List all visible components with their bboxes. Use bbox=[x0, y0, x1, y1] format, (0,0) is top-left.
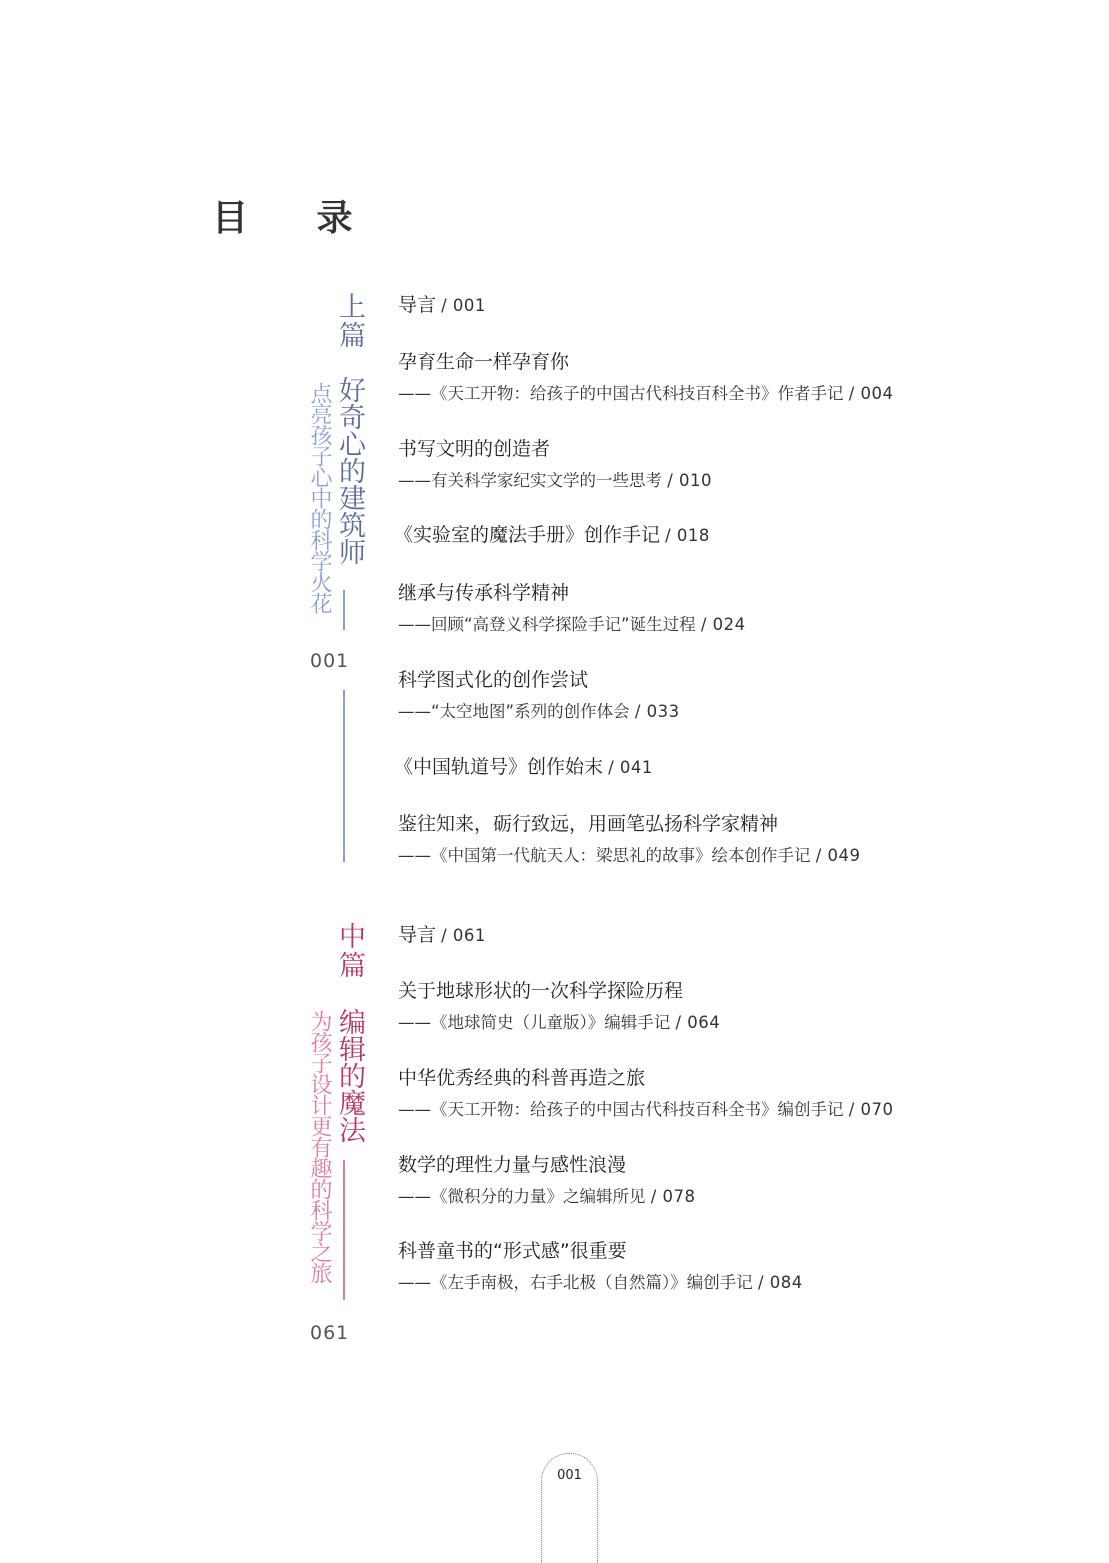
entry-page: / 004 bbox=[848, 384, 894, 403]
entry-page: / 010 bbox=[667, 471, 713, 490]
entry-page: / 070 bbox=[848, 1100, 894, 1119]
entry-page: / 064 bbox=[675, 1013, 721, 1032]
toc-entry[interactable] bbox=[398, 347, 894, 404]
toc-entry[interactable] bbox=[394, 752, 653, 779]
entry-title: 数学的理性力量与感性浪漫 bbox=[398, 1154, 627, 1176]
toc-entry[interactable] bbox=[398, 434, 712, 491]
entry-subtitle: ——《微积分的力量》之编辑所见 bbox=[398, 1187, 646, 1206]
toc-entry[interactable] bbox=[398, 1150, 696, 1207]
entry-title: 中华优秀经典的科普再造之旅 bbox=[398, 1067, 646, 1089]
entry-title: 科普童书的“形式感”很重要 bbox=[398, 1240, 627, 1262]
toc-entry[interactable] bbox=[398, 1063, 894, 1120]
part-1-divider bbox=[343, 690, 345, 862]
entry-title: 鉴往知来，砺行致远，用画笔弘扬科学家精神 bbox=[398, 813, 779, 835]
entry-title: 书写文明的创造者 bbox=[398, 438, 551, 460]
entry-subtitle: ——《左手南极，右手北极（自然篇）》编创手记 bbox=[398, 1273, 753, 1292]
toc-entry[interactable] bbox=[398, 809, 861, 866]
folio-number: 001 bbox=[557, 1468, 582, 1483]
entry-page: / 024 bbox=[700, 615, 746, 634]
part-1-subtitle: 好奇心的建筑师 bbox=[334, 376, 365, 565]
page-folio bbox=[541, 1453, 598, 1563]
entry-page: / 084 bbox=[758, 1273, 803, 1292]
entry-page: / 041 bbox=[608, 758, 653, 777]
part-2-subtitle: 编辑的魔法 bbox=[334, 1008, 365, 1143]
entry-title: 导言 bbox=[398, 924, 437, 946]
entry-title: 《实验室的魔法手册》创作手记 bbox=[394, 524, 661, 546]
part-2-label: 中篇 bbox=[334, 922, 365, 980]
toc-entry[interactable] bbox=[398, 578, 746, 635]
part-2-divider bbox=[343, 1160, 345, 1300]
part-1-tagline: 点亮孩子心中的科学火花 bbox=[307, 382, 332, 613]
entry-subtitle: ——有关科学家纪实文学的一些思考 bbox=[398, 471, 662, 490]
toc-entry[interactable] bbox=[398, 665, 680, 722]
toc-entry[interactable] bbox=[398, 290, 486, 317]
entry-page: / 078 bbox=[650, 1187, 696, 1206]
page-title: 目 录 bbox=[212, 198, 381, 239]
entry-title: 导言 bbox=[398, 294, 437, 316]
part-2-page: 061 bbox=[310, 1322, 350, 1344]
entry-page: / 061 bbox=[441, 926, 486, 945]
entry-subtitle: ——《地球简史（儿童版）》编辑手记 bbox=[398, 1013, 671, 1032]
entry-title: 继承与传承科学精神 bbox=[398, 582, 570, 604]
entry-page: / 001 bbox=[441, 296, 486, 315]
entry-title: 《中国轨道号》创作始末 bbox=[394, 756, 604, 778]
part-1-page: 001 bbox=[310, 650, 350, 672]
part-1-label: 上篇 bbox=[334, 292, 365, 350]
toc-entry[interactable] bbox=[394, 520, 710, 547]
toc-entry[interactable] bbox=[398, 1236, 803, 1293]
entry-page: / 018 bbox=[665, 526, 710, 545]
toc-entry[interactable] bbox=[398, 920, 486, 947]
entry-subtitle: ——《中国第一代航天人：梁思礼的故事》绘本创作手记 bbox=[398, 846, 811, 865]
part-1-divider-top bbox=[343, 590, 345, 630]
entry-title: 孕育生命一样孕育你 bbox=[398, 351, 570, 373]
entry-subtitle: ——回顾“高登义科学探险手记”诞生过程 bbox=[398, 615, 696, 634]
entry-title: 科学图式化的创作尝试 bbox=[398, 669, 589, 691]
entry-subtitle: ——《天工开物：给孩子的中国古代科技百科全书》编创手记 bbox=[398, 1100, 844, 1119]
entry-subtitle: ——“太空地图”系列的创作体会 bbox=[398, 702, 630, 721]
part-2-tagline: 为孩子设计更有趣的科学之旅 bbox=[307, 1010, 332, 1283]
entry-page: / 049 bbox=[815, 846, 861, 865]
entry-title: 关于地球形状的一次科学探险历程 bbox=[398, 980, 684, 1002]
entry-subtitle: ——《天工开物：给孩子的中国古代科技百科全书》作者手记 bbox=[398, 384, 844, 403]
toc-entry[interactable] bbox=[398, 976, 720, 1033]
entry-page: / 033 bbox=[634, 702, 680, 721]
